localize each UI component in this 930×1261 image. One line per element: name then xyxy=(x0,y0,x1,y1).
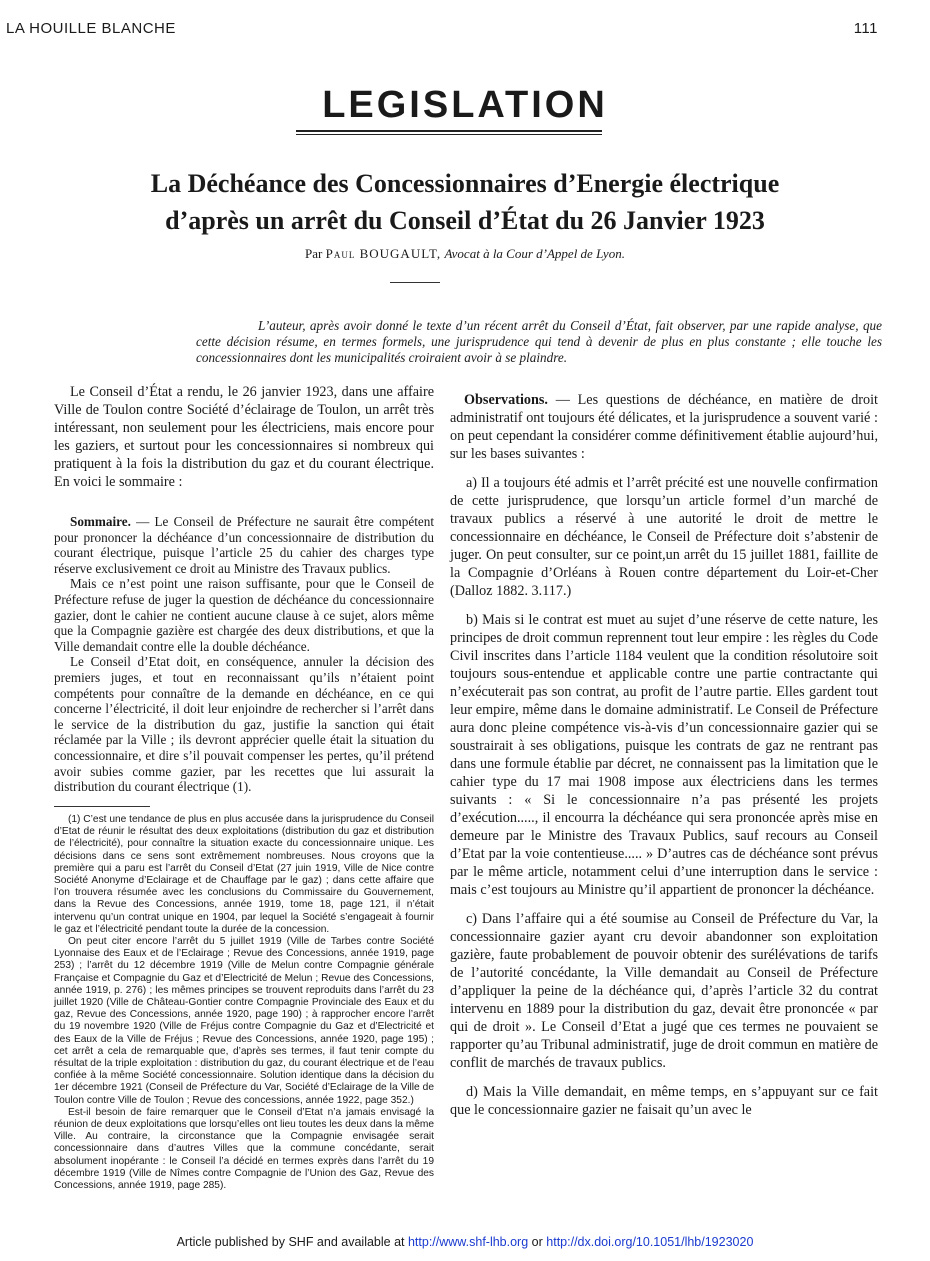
point-d: d) Mais la Ville demandait, en même temps, en s’appuyant sur ce fait que le concessionnaire gazier ne faisait qu’un avec le xyxy=(450,1084,878,1118)
footer-link-shf[interactable]: http://www.shf-lhb.org xyxy=(407,1235,529,1249)
intro-paragraph xyxy=(54,383,434,491)
author-rule xyxy=(390,282,440,283)
intro-text: Le Conseil d’État a rendu, le 26 janvier 1923, dans une affaire Ville de Toulon contre Société d’éclairage de Toulon, un arrêt très intéressant, non seulement pour les électriciens, mais encore pour les gaziers, et surtout pour les concessionnaires si nombreux qui pratiquent à la fois la distribution du gaz et du courant électrique. En voici le sommaire : xyxy=(54,384,434,490)
publication-footer xyxy=(0,1235,930,1249)
article-title-line1: La Déchéance des Concessionnaires d’Energie électrique xyxy=(150,169,780,198)
section-title: LEGISLATION xyxy=(322,84,608,126)
footer-link-doi[interactable]: http://dx.doi.org/10.1051/lhb/1923020 xyxy=(546,1235,754,1249)
footnote-3: Est-il besoin de faire remarquer que le Conseil d’Etat n’a jamais envisagé la réunion de deux exploitations que lorsqu’elles ont lieu toutes les deux dans la même Ville. Au contraire, la circonstance que la Compagnie envisagée serait concessionnaire dans d’autres Villes que la commune concédante, serait absolument inopérante : le Conseil l’a décidé en termes exprès dans l’arrêt du 19 décembre 1919 (Ville de Nîmes contre Compagnie de l’Union des Gaz, Revue des Concessions, année 1919, page 285). xyxy=(54,1106,435,1192)
summary-p2: Mais ce n’est point une raison suffisante, pour que le Conseil de Préfecture refuse de juger la question de déchéance du concessionnaire gazier, dont le cahier ne contient aucune clause à ce sujet, alors même que la Compagnie gazière est chargée des deux distributions, et que la Ville demandait contre elle la double déchéance. xyxy=(54,576,434,654)
footer-or: or xyxy=(531,1235,543,1249)
observations-text: — Les questions de déchéance, en matière de droit administratif ont toujours été délicates, et la jurisprudence a souvent varié : on peut cependant la considérer comme définitivement établie aujourd’hui, sur les bases suivantes : xyxy=(450,392,878,462)
title-rule-thin xyxy=(296,134,602,135)
observations-lead: Observations. xyxy=(464,392,548,408)
author-line xyxy=(0,246,930,262)
article-title-line2: d’après un arrêt du Conseil d’État du 26 Janvier 1923 xyxy=(165,206,765,235)
footer-prefix: Article published by SHF and available at xyxy=(176,1235,405,1249)
author-affiliation: Avocat à la Cour d’Appel de Lyon. xyxy=(444,246,625,261)
footnote-1: (1) C’est une tendance de plus en plus accusée dans la jurisprudence du Conseil d’Etat de réunir le résultat des deux exploitations (distribution du gaz et distribution de l’électricité), pour connaître la situation exacte du concessionnaire unique. Les décisions dans ce sens sont extrêmement nombreuses. Nous croyons que la première qui a paru est l’arrêt du Conseil d’Etat (27 juin 1919, Ville de Nice contre Société Anonyme d’Eclairage et de Chauffage par le gaz) ; dans cette affaire que l’on trouvera résumée avec les conclusions du Commissaire du Gouvernement, dans la Revue des Concessions, année 1919, tome 18, page 121, il n’était intervenu qu’un contrat unique en 1904, par lequel la Société s’engageait à fournir le gaz et l’électricité pendant toute la durée de la concession. xyxy=(54,814,434,935)
summary-p1: — Le Conseil de Préfecture ne saurait être compétent pour prononcer la déchéance d’un concessionnaire de distribution du courant électrique, puisque l’article 25 du cahier des charges type réserve exclusivement ce droit au Ministre des Travaux publics. xyxy=(54,514,434,576)
summary-block xyxy=(54,514,434,795)
summary-p3: Le Conseil d’Etat doit, en conséquence, annuler la décision des premiers juges, et tout en reconnaissant qu’ils n’étaient point compétents pour connaître de la demande en déchéance, en ce qui concerne l’électricité, il doit leur enjoindre de rechercher si l’arrêt dans le service de la distribution du gaz, justifie la sanction qui était réclamée par la Ville ; ils devront apprécier quelle était la situation du concessionnaire, et dire s’il pouvait compenser les pertes, qu’il prétend avoir subies comme gazier, par les recettes que lui assurait la distribution du courant électrique (1). xyxy=(54,654,434,795)
summary-lead: Sommaire. xyxy=(70,514,131,529)
journal-name: LA HOUILLE BLANCHE xyxy=(6,20,176,37)
footnotes xyxy=(54,814,434,1192)
footnote-rule xyxy=(54,806,150,807)
footnote-2: On peut citer encore l’arrêt du 5 juillet 1919 (Ville de Tarbes contre Société Lyonnaise des Eaux et de l’Eclairage ; Revue des Concessions, année 1919, page 253) ; l’arrêt du 12 décembre 1919 (Ville de Melun contre Compagnie générale Française et Compagnie du Gaz et d’Electricité de Melun ; Revue des Concessions, année 1919, p. 276) ; les mêmes principes se trouvent reproduits dans l’arrêt du 23 juillet 1920 (Ville de Château-Gontier contre Compagnie Provinciale des Eaux et du gaz, Revue des Concessions, année 1920, page 190) ; à rapprocher encore l’arrêt du 19 novembre 1920 (Ville de Fréjus contre Compagnie du Gaz et d’Electricité et des Eaux de la Ville de Fréjus ; Revue des Concessions, année 1920, page 195) ; cet arrêt a cela de remarquable que, d’après ses termes, il faut tenir compte du résultat de la triple exploitation : distribution du gaz, du courant électrique et de l’eau confiée à la même Société concessionnaire. Solution identique dans la décision du 1er décembre 1921 (Conseil de Préfecture du Var, Société d’Eclairage de la Ville de Toulon contre Ville de Toulon ; Revue des concessions, année 1922, page 352.) xyxy=(54,936,434,1106)
point-b: b) Mais si le contrat est muet au sujet d’une réserve de cette nature, les principes de droit commun reprennent tout leur empire : les règles du Code Civil inscrites dans l’article 1184 veulent que la condition résolutoire soit toujours sous-entendue et applicable contre une partie contractante qui n’exécuterait pas son contrat, au profit de l’autre partie. Elles gardent tout leur empire, même dans le domaine administratif. Le Conseil de Préfecture aura donc pleine compétence vis-à-vis d’un concessionnaire gazier qui se soustrairait à ses obligations, puisque les contrats de gaz ne rentrant pas dans une formule établie par décret, ne connaissent pas la limitation que le cahier type du 17 mai 1908 impose aux électriciens dans les termes suivants : « Si le concessionnaire n’a pas présenté les projets d’exécution....., il encourra la déchéance qui sera prononcée après mise en demeure par le Ministre des Travaux Publics, sauf recours au Conseil d’Etat par la voie contentieuse..... » D’autres cas de déchéance sont prévus par le même article, notamment celui d’une interruption dans le service : mais c’est toujours au Ministre qu’il appartient de prononcer la déchéance. xyxy=(450,612,878,898)
title-rule xyxy=(296,130,602,132)
author-by: Par xyxy=(305,246,323,261)
abstract: L’auteur, après avoir donné le texte d’un récent arrêt du Conseil d’État, fait observer, par une rapide analyse, que cette décision résume, en termes formels, une jurisprudence qui tend à devenir de plus en plus constante ; elle touche les concessionnaires dont les municipalités croiraient avoir à se plaindre. xyxy=(196,318,882,365)
author-name: Paul BOUGAULT, xyxy=(325,246,442,261)
point-c: c) Dans l’affaire qui a été soumise au Conseil de Préfecture du Var, la concessionnaire gazier ayant cru devoir abandonner son exploitation gazière, faute probablement de pouvoir obtenir des surélévations de tarifs de l’autorité concédante, la Ville demandait au Conseil de Préfecture d’appliquer la peine de la déchéance qui, d’après l’article 32 du contrat intervenu en 1889 pour la distribution du gaz, devait être prononcée « par qui de droit ». Le Conseil d’Etat a jugé que ces termes ne pouvaient se rapporter qu’au Tribunal administratif, juge de droit commun en matière de conflit de marchés de travaux publics. xyxy=(450,911,878,1071)
page-number: 111 xyxy=(853,20,878,37)
observations-block xyxy=(450,391,878,1119)
point-a: a) Il a toujours été admis et l’arrêt précité est une nouvelle confirmation de cette jurisprudence, que lorsqu’un article formel d’un marché de travaux publics a réservé à une autorité le droit de mettre le concessionnaire en déchéance, le Conseil de Préfecture doit s’abstenir de juger. On peut consulter, sur ce point,un arrêt du 15 juillet 1881, faillite de la Compagnie d’Orléans à Rouen contre département du Loir-et-Cher (Dalloz 1882. 3.117.) xyxy=(450,475,878,599)
